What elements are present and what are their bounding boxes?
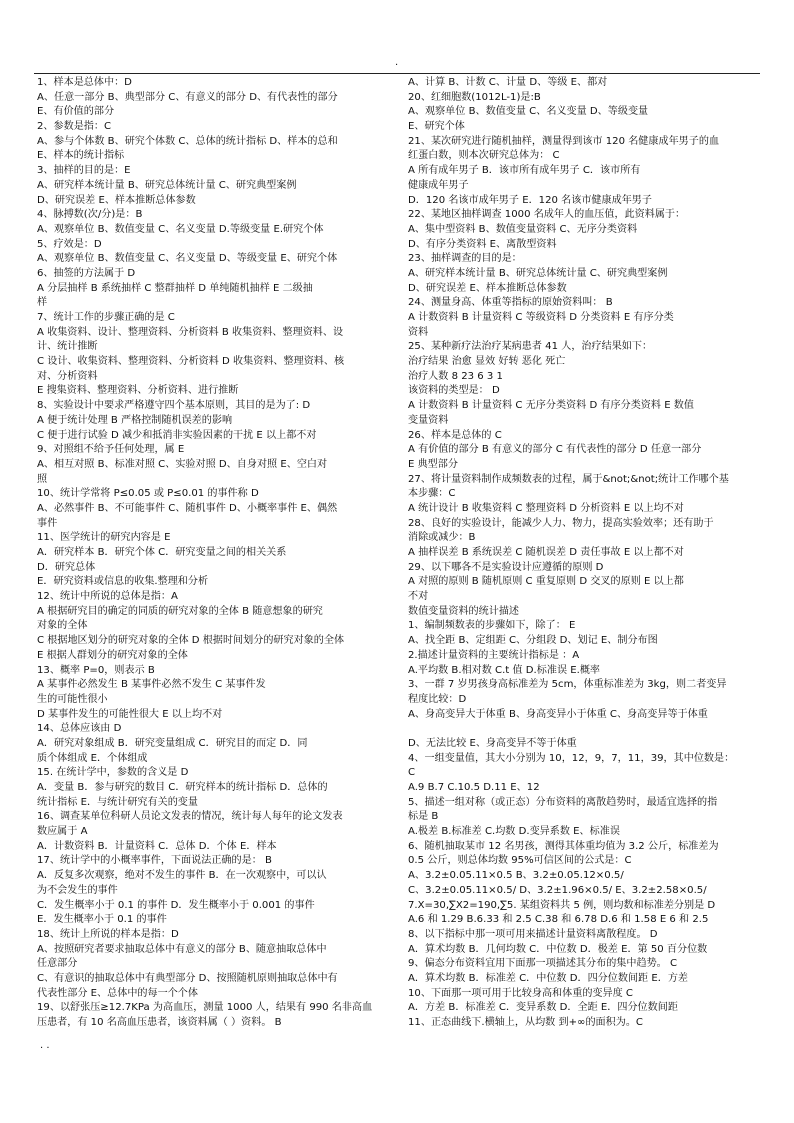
text-line: 0.5 公斤，则总体均数 95%可信区间的公式是：C bbox=[408, 855, 632, 867]
text-line: A、观察单位 B、数值变量 C、名义变量 D、等级变量 bbox=[408, 106, 649, 118]
text-line: A 收集资料、设计、整理资料、分析资料 B 收集资料、整理资料、设 bbox=[37, 326, 344, 338]
text-line: 质个体组成 E．个体组成 bbox=[37, 752, 148, 764]
text-line: D、有序分类资料 E、离散型资料 bbox=[408, 238, 557, 250]
text-line: A．计数资料 B．计量资料 C．总体 D．个体 E．样本 bbox=[37, 840, 277, 852]
text-line: 治疗人数 8 23 6 3 1 bbox=[408, 370, 503, 382]
text-line: 治疗结果 治愈 显效 好转 恶化 死亡 bbox=[408, 356, 566, 368]
text-line: A．方差 B．标准差 C．变异系数 D．全距 E．四分位数间距 bbox=[408, 1002, 678, 1014]
text-line: A．反复多次观察，绝对不发生的事件 B．在一次观察中，可以认 bbox=[37, 870, 327, 882]
text-line: 4、脉搏数(次/分)是：B bbox=[37, 209, 143, 221]
text-line: C、有意识的抽取总体中有典型部分 D、按照随机原则抽取总体中有 bbox=[37, 972, 338, 984]
text-line: A 便于统计处理 B 严格控制随机误差的影响 bbox=[37, 414, 233, 426]
text-line: 11、医学统计的研究内容是 E bbox=[37, 532, 171, 544]
text-line: 2、参数是指：C bbox=[37, 121, 112, 133]
text-line: 健康成年男子 bbox=[408, 179, 469, 191]
text-line: E、研究个体 bbox=[408, 121, 465, 133]
text-line: 6、抽签的方法属于 D bbox=[37, 267, 136, 279]
text-line: 7、统计工作的步骤正确的是 C bbox=[37, 312, 175, 323]
text-line: 28、良好的实验设计，能减少人力、物力，提高实验效率；还有助于 bbox=[408, 517, 714, 529]
text-line: 照 bbox=[37, 473, 48, 485]
text-line: 13、概率 P=0，则表示 B bbox=[37, 664, 155, 676]
text-line: C．发生概率小于 0.1 的事件 D．发生概率小于 0.001 的事件 bbox=[37, 899, 315, 911]
text-line: D 某事件发生的可能性很大 E 以上均不对 bbox=[37, 708, 223, 720]
text-line: A、相互对照 B、标准对照 C、实验对照 D、自身对照 E、空白对 bbox=[37, 458, 328, 470]
text-line: 数应属于 A bbox=[37, 826, 88, 838]
text-line: A 某事件必然发生 B 某事件必然不发生 C 某事件发 bbox=[37, 679, 266, 691]
text-line: 15. 在统计学中，参数的含义是 D bbox=[37, 767, 189, 779]
text-line: D、无法比较 E、身高变异不等于体重 bbox=[408, 737, 577, 749]
text-line: A.6 和 1.29 B.6.33 和 2.5 C.38 和 6.78 D.6 和 1.58 E 6 和 2.5 bbox=[408, 914, 709, 926]
text-line: E、样本的统计指标 bbox=[37, 150, 125, 162]
text-line: E 根据人群划分的研究对象的全体 bbox=[37, 649, 188, 661]
text-line: A 对照的原则 B 随机原则 C 重复原则 D 交叉的原则 E 以上都 bbox=[408, 576, 684, 588]
text-line: A.极差 B.标准差 C.均数 D.变异系数 E、标准误 bbox=[408, 826, 620, 838]
text-line: 14、总体应该由 D bbox=[37, 723, 122, 735]
text-line: A 统计设计 B 收集资料 C 整理资料 D 分析资料 E 以上均不对 bbox=[408, 502, 684, 514]
text-line: 16、调查某单位科研人员论文发表的情况，统计每人每年的论文发表 bbox=[37, 811, 343, 823]
text-line: 6、随机抽取某市 12 名男孩，测得其体重均值为 3.2 公斤，标准差为 bbox=[408, 840, 719, 852]
text-line: D、研究误差 E、样本推断总体参数 bbox=[408, 282, 567, 294]
text-line: C 便于进行试验 D 减少和抵消非实验因素的干扰 E 以上都不对 bbox=[37, 429, 317, 441]
text-line: 数值变量资料的统计描述 bbox=[408, 605, 520, 617]
text-line: A、必然事件 B、不可能事件 C、随机事件 D、小概率事件 E、偶然 bbox=[37, 502, 338, 514]
text-line: A 所有成年男子 B．该市所有成年男子 C．该市所有 bbox=[408, 165, 641, 177]
text-line: 任意部分 bbox=[37, 958, 78, 970]
text-line: A.平均数 B.相对数 C.t 值 D.标准误 E.概率 bbox=[408, 664, 601, 676]
text-line: 10、下面那一项可用于比较身高和体重的变异度 C bbox=[408, 987, 633, 999]
text-line: E 搜集资料、整理资料、分析资料、进行推断 bbox=[37, 385, 239, 397]
text-line: 3、抽样的目的是：E bbox=[37, 165, 131, 177]
page-top-mark: . bbox=[395, 57, 399, 68]
text-line: 29、以下哪各不是实验设计应遵循的原则 D bbox=[408, 561, 604, 573]
text-line: 26、样本是总体的 C bbox=[408, 429, 502, 441]
text-line: A、身高变异大于体重 B、身高变异小于体重 C、身高变异等于体重 bbox=[408, 708, 708, 720]
text-line: C、3.2±0.05.11×0.5/ D、3.2±1.96×0.5/ E、3.2±2.58×0.5/ bbox=[408, 884, 707, 896]
text-line: E 典型部分 bbox=[408, 458, 458, 470]
text-line: 7.X=30,∑X2=190,∑5. 某组资料共 5 例，则均数和标准差分别是 D bbox=[408, 899, 716, 911]
text-line: 8、以下指标中那一项可用来描述计量资料离散程度。 D bbox=[408, 928, 658, 940]
text-line: A、计算 B、计数 C、计量 D、等级 E、都对 bbox=[408, 77, 608, 88]
text-line: 17、统计学中的小概率事件，下面说法正确的是： B bbox=[37, 855, 272, 867]
text-line: 27、将计量资料制作成频数表的过程，属于&not;&not;统计工作哪个基 bbox=[408, 473, 729, 485]
text-line: A 分层抽样 B 系统抽样 C 整群抽样 D 单纯随机抽样 E 二级抽 bbox=[37, 282, 313, 294]
text-line: 18、统计上所说的样本是指：D bbox=[37, 928, 179, 940]
text-line: A．算术均数 B．标准差 C．中位数 D．四分位数间距 E．方差 bbox=[408, 972, 689, 984]
text-line: A、3.2±0.05.11×0.5 B、3.2±0.05.12×0.5/ bbox=[408, 870, 624, 882]
text-line: 样 bbox=[37, 297, 48, 309]
right-column bbox=[408, 76, 758, 1031]
text-line: 为不会发生的事件 bbox=[37, 884, 118, 896]
text-line: 消除或减少：B bbox=[408, 532, 476, 544]
text-line bbox=[408, 722, 758, 737]
text-line: 22、某地区抽样调查 1000 名成年人的血压值，此资料属于： bbox=[408, 209, 686, 221]
text-line: 24、测量身高、体重等指标的原始资料叫： B bbox=[408, 297, 613, 309]
text-line: A 计数资料 B 计量资料 C 无序分类资料 D 有序分类资料 E 数值 bbox=[408, 400, 694, 412]
text-line: C 根据地区划分的研究对象的全体 D 根据时间划分的研究对象的全体 bbox=[37, 635, 345, 647]
text-line: 5、描述一组对称（或正态）分布资料的离散趋势时，最适宜选择的指 bbox=[408, 796, 718, 808]
text-line: A．研究样本 B．研究个体 C．研究变量之间的相关关系 bbox=[37, 547, 287, 558]
text-line: 2.描述计量资料的主要统计指标是 ：A bbox=[408, 649, 580, 661]
text-line: A、找全距 B、定组距 C、分组段 D、划记 E、制分布图 bbox=[408, 635, 658, 647]
text-line: A、观察单位 B、数值变量 C、名义变量 D、等级变量 E、研究个体 bbox=[37, 253, 338, 265]
text-line: A 有价值的部分 B 有意义的部分 C 有代表性的部分 D 任意一部分 bbox=[408, 444, 702, 456]
text-line: 5、疗效是：D bbox=[37, 238, 102, 250]
text-line: A、按照研究者要求抽取总体中有意义的部分 B、随意抽取总体中 bbox=[37, 943, 327, 955]
text-line: 事件 bbox=[37, 517, 58, 529]
text-line: 生的可能性很小 bbox=[37, 693, 108, 705]
text-line: 10、统计学常将 P≤0.05 或 P≤0.01 的事件称 D bbox=[37, 488, 259, 500]
text-line: A、参与个体数 B、研究个体数 C、总体的统计指标 D、样本的总和 bbox=[37, 135, 338, 147]
text-line: 12、统计中所说的总体是指：A bbox=[37, 591, 178, 603]
text-line: A、任意一部分 B、典型部分 C、有意义的部分 D、有代表性的部分 bbox=[37, 91, 338, 103]
text-line: 对、分析资料 bbox=[37, 370, 98, 382]
text-line: 统计指标 E．与统计研究有关的变量 bbox=[37, 796, 198, 808]
text-line: A．研究对象组成 B．研究变量组成 C．研究目的而定 D．同 bbox=[37, 737, 308, 749]
text-line: A、集中型资料 B、数值变量资料 C、无序分类资料 bbox=[408, 223, 638, 235]
text-line: 25、某种新疗法治疗某病患者 41 人，治疗结果如下： bbox=[408, 341, 653, 353]
page-bottom-mark: . . bbox=[40, 1040, 50, 1051]
text-line: 计、统计推断 bbox=[37, 341, 98, 353]
text-line: 变量资料 bbox=[408, 414, 449, 426]
text-line: A、研究样本统计量 B、研究总体统计量 C、研究典型案例 bbox=[37, 179, 297, 191]
header-rule bbox=[34, 73, 760, 74]
text-line: D．研究总体 bbox=[37, 561, 96, 573]
text-line: D．120 名该市成年男子 E．120 名该市健康成年男子 bbox=[408, 194, 652, 206]
text-line: E．研究资料或信息的收集.整理和分析 bbox=[37, 576, 209, 588]
text-line: C 设计、收集资料、整理资料、分析资料 D 收集资料、整理资料、核 bbox=[37, 356, 345, 368]
text-line: 19、以舒张压≥12.7KPa 为高血压，测量 1000 人，结果有 990 名非高血 bbox=[37, 1002, 373, 1014]
text-line: A、研究样本统计量 B、研究总体统计量 C、研究典型案例 bbox=[408, 267, 668, 279]
text-line: 11、正态曲线下.横轴上，从均数 到+∞的面积为。C bbox=[408, 1017, 643, 1028]
text-line: 20、红细胞数(1012L-1)是:B bbox=[408, 91, 541, 103]
text-line: 1、样本是总体中：D bbox=[37, 77, 132, 88]
text-line: 红蛋白数，则本次研究总体为： C bbox=[408, 150, 560, 162]
text-line: A．变量 B．参与研究的数目 C．研究样本的统计指标 D．总体的 bbox=[37, 782, 328, 793]
text-line: 9、对照组不给予任何处理，属 E bbox=[37, 444, 185, 456]
text-line: A．算术均数 B．几何均数 C．中位数 D．极差 E．第 50 百分位数 bbox=[408, 943, 708, 955]
text-line: D、研究误差 E、样本推断总体参数 bbox=[37, 194, 196, 206]
text-line: 资料 bbox=[408, 326, 429, 338]
left-column bbox=[37, 76, 386, 1031]
text-line: C bbox=[408, 767, 416, 779]
text-line: 3、一群 7 岁男孩身高标准差为 5cm，体重标准差为 3kg，则二者变异 bbox=[408, 679, 727, 691]
text-line: 8、实验设计中要求严格遵守四个基本原则，其目的是为了: D bbox=[37, 400, 311, 412]
text-line: 标是 B bbox=[408, 811, 439, 823]
text-line: 本步骤：C bbox=[408, 488, 456, 500]
text-line: 不对 bbox=[408, 591, 429, 603]
text-line: E．发生概率小于 0.1 的事件 bbox=[37, 914, 167, 926]
text-line: 9、偏态分布资料宜用下面那一项描述其分布的集中趋势。 C bbox=[408, 958, 678, 970]
text-line: 1、编制频数表的步骤如下，除了： E bbox=[408, 620, 576, 632]
text-line: 压患者，有 10 名高血压患者，该资料属（ ）资料。 B bbox=[37, 1017, 282, 1028]
text-line: 代表性部分 E、总体中的每一个个体 bbox=[37, 987, 198, 999]
text-line: 21、某次研究进行随机抽样，测量得到该市 120 名健康成年男子的血 bbox=[408, 135, 720, 147]
text-line: 该资料的类型是： D bbox=[408, 385, 500, 397]
text-line: 23、抽样调查的目的是： bbox=[408, 253, 522, 265]
text-line: A 根据研究目的确定的同质的研究对象的全体 B 随意想象的研究 bbox=[37, 605, 323, 617]
text-line: 对象的全体 bbox=[37, 620, 88, 632]
text-line: A、观察单位 B、数值变量 C、名义变量 D.等级变量 E.研究个体 bbox=[37, 223, 324, 235]
text-line: 4、一组变量值，其大小分别为 10，12，9，7，11，39，其中位数是： bbox=[408, 752, 735, 764]
text-line: E、有价值的部分 bbox=[37, 106, 115, 118]
text-line: 程度比较：D bbox=[408, 693, 467, 705]
text-line: A 计数资料 B 计量资料 C 等级资料 D 分类资料 E 有序分类 bbox=[408, 312, 674, 323]
text-line: A 抽样误差 B 系统误差 C 随机误差 D 责任事故 E 以上都不对 bbox=[408, 547, 684, 558]
text-line: A.9 B.7 C.10.5 D.11 E、12 bbox=[408, 782, 540, 793]
